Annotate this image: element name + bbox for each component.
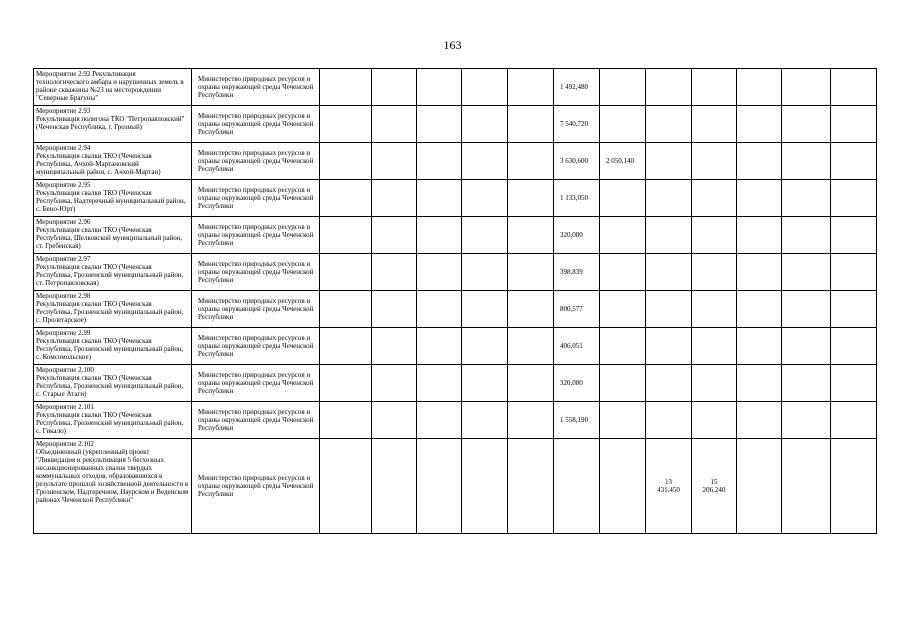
measure-name: Мероприятие 2.95 Рекультивация свалки ТКО (Чеченская Республика, Надтеречный муниципальный район, с. Бено-Юрт)	[34, 180, 192, 217]
empty-cell	[372, 217, 417, 254]
empty-cell	[320, 180, 372, 217]
value-cell	[600, 402, 646, 439]
empty-cell	[462, 402, 508, 439]
value-cell: 320,080	[554, 365, 600, 402]
empty-cell	[782, 254, 831, 291]
empty-cell	[782, 402, 831, 439]
empty-cell	[782, 143, 831, 180]
value-cell: 7 540,720	[554, 106, 600, 143]
value-cell	[600, 328, 646, 365]
empty-cell	[782, 328, 831, 365]
empty-cell	[462, 365, 508, 402]
empty-cell	[462, 291, 508, 328]
budget-table	[33, 68, 877, 534]
empty-cell	[646, 365, 692, 402]
table-row	[34, 217, 877, 254]
empty-cell	[646, 402, 692, 439]
empty-cell	[417, 291, 462, 328]
empty-cell	[782, 106, 831, 143]
measure-name: Мероприятие 2.101 Рекультивация свалки ТКО (Чеченская Республика, Грозненский муниципальный район, с. Гикало)	[34, 402, 192, 439]
measure-name: Мероприятие 2.94 Рекультивация свалки ТКО (Чеченская Республика, Ачхой-Мартановский муниципальный район, с. Ачхой-Мартан)	[34, 143, 192, 180]
measure-name: Мероприятие 2.92 Рекультивация технологического амбара и нарушенных земель в районе скважины №23 на месторождении "Северные Брагуны"	[34, 69, 192, 106]
empty-cell	[462, 180, 508, 217]
empty-cell	[417, 365, 462, 402]
empty-cell	[782, 217, 831, 254]
responsible-org: Министерство природных ресурсов и охраны окружающей среды Чеченской Республики	[192, 69, 320, 106]
empty-cell	[782, 180, 831, 217]
empty-cell	[372, 254, 417, 291]
empty-cell	[508, 106, 554, 143]
empty-cell	[646, 254, 692, 291]
table-row	[34, 439, 877, 534]
empty-cell	[692, 106, 737, 143]
value-cell: 320,080	[554, 217, 600, 254]
measure-name: Мероприятие 2.98 Рекультивация свалки ТКО (Чеченская Республика, Грозненский муниципальный район, с. Пролетарское)	[34, 291, 192, 328]
value-cell	[600, 291, 646, 328]
empty-cell	[692, 69, 737, 106]
empty-cell	[646, 69, 692, 106]
empty-cell	[646, 143, 692, 180]
empty-cell	[462, 254, 508, 291]
empty-cell	[737, 291, 782, 328]
table-row	[34, 328, 877, 365]
empty-cell	[372, 365, 417, 402]
empty-cell	[417, 402, 462, 439]
empty-cell	[462, 328, 508, 365]
empty-cell	[646, 291, 692, 328]
empty-cell	[831, 254, 877, 291]
empty-cell	[831, 328, 877, 365]
value-cell: 800,577	[554, 291, 600, 328]
empty-cell	[372, 106, 417, 143]
empty-cell	[462, 439, 508, 534]
empty-cell	[508, 217, 554, 254]
empty-cell	[508, 365, 554, 402]
empty-cell	[508, 143, 554, 180]
empty-cell	[320, 439, 372, 534]
table-row	[34, 106, 877, 143]
empty-cell	[646, 180, 692, 217]
empty-cell	[646, 328, 692, 365]
empty-cell	[692, 217, 737, 254]
empty-cell	[320, 254, 372, 291]
responsible-org: Министерство природных ресурсов и охраны окружающей среды Чеченской Республики	[192, 291, 320, 328]
table-row	[34, 254, 877, 291]
empty-cell	[417, 217, 462, 254]
empty-cell	[692, 291, 737, 328]
table-row	[34, 69, 877, 106]
empty-cell	[372, 143, 417, 180]
empty-cell	[417, 180, 462, 217]
value-cell	[600, 106, 646, 143]
empty-cell	[831, 180, 877, 217]
table-row	[34, 291, 877, 328]
empty-cell	[831, 291, 877, 328]
value-cell	[600, 217, 646, 254]
empty-cell	[737, 402, 782, 439]
table-row	[34, 402, 877, 439]
empty-cell	[782, 69, 831, 106]
empty-cell	[320, 143, 372, 180]
value-cell	[600, 69, 646, 106]
responsible-org: Министерство природных ресурсов и охраны окружающей среды Чеченской Республики	[192, 217, 320, 254]
empty-cell	[692, 365, 737, 402]
empty-cell	[782, 291, 831, 328]
value-cell: 1 133,050	[554, 180, 600, 217]
empty-cell	[320, 402, 372, 439]
empty-cell	[320, 291, 372, 328]
empty-cell	[508, 69, 554, 106]
empty-cell	[372, 180, 417, 217]
empty-cell	[737, 180, 782, 217]
responsible-org: Министерство природных ресурсов и охраны окружающей среды Чеченской Республики	[192, 328, 320, 365]
empty-cell	[831, 69, 877, 106]
measure-name: Мероприятие 2.97 Рекультивация свалки ТКО (Чеченская Республика, Грозненский муниципальный район, ст. Петропавловская)	[34, 254, 192, 291]
measure-name: Мероприятие 2.99 Рекультивация свалки ТКО (Чеченская Республика, Грозненский муниципальный район, с. Комсомольское)	[34, 328, 192, 365]
table-row	[34, 143, 877, 180]
empty-cell	[320, 217, 372, 254]
empty-cell	[372, 439, 417, 534]
value-cell: 15 206,240	[692, 439, 737, 534]
empty-cell	[600, 439, 646, 534]
empty-cell	[508, 402, 554, 439]
empty-cell	[320, 69, 372, 106]
measure-name: Мероприятие 2.100 Рекультивация свалки ТКО (Чеченская Республика, Грозненский муниципальный район, с. Старые Атаги)	[34, 365, 192, 402]
measure-name: Мероприятие 2.93 Рекультивация полигона ТКО "Петропавловский" (Чеченская Республика, г. Грозный)	[34, 106, 192, 143]
measure-name: Мероприятие 2.96 Рекультивация свалки ТКО (Чеченская Республика, Шелковской муниципальный район, ст. Гребенская)	[34, 217, 192, 254]
empty-cell	[737, 69, 782, 106]
empty-cell	[737, 217, 782, 254]
measure-name: Мероприятие 2.102 Объединенный (укрепленный) проект "Ликвидация и рекультивация 5 бесхозных несанкционированных свалок твердых коммунальных отходов, образовавшихся в результате прошлой хозяйственной деятельности в Грозненском, Надтеречном, Наурском и Веденском районах Чеченской Республики"	[34, 439, 192, 534]
empty-cell	[320, 106, 372, 143]
empty-cell	[831, 143, 877, 180]
value-cell: 2 050,140	[600, 143, 646, 180]
empty-cell	[417, 328, 462, 365]
empty-cell	[692, 180, 737, 217]
empty-cell	[737, 328, 782, 365]
table-row	[34, 180, 877, 217]
empty-cell	[831, 365, 877, 402]
empty-cell	[508, 439, 554, 534]
empty-cell	[554, 439, 600, 534]
empty-cell	[831, 402, 877, 439]
empty-cell	[372, 402, 417, 439]
empty-cell	[508, 180, 554, 217]
empty-cell	[737, 254, 782, 291]
empty-cell	[831, 439, 877, 534]
responsible-org: Министерство природных ресурсов и охраны окружающей среды Чеченской Республики	[192, 143, 320, 180]
value-cell: 3 630,600	[554, 143, 600, 180]
empty-cell	[508, 328, 554, 365]
value-cell: 1 558,190	[554, 402, 600, 439]
empty-cell	[417, 439, 462, 534]
empty-cell	[462, 106, 508, 143]
empty-cell	[417, 106, 462, 143]
empty-cell	[692, 254, 737, 291]
empty-cell	[692, 402, 737, 439]
empty-cell	[320, 365, 372, 402]
empty-cell	[737, 365, 782, 402]
empty-cell	[692, 143, 737, 180]
empty-cell	[417, 143, 462, 180]
responsible-org: Министерство природных ресурсов и охраны окружающей среды Чеченской Республики	[192, 180, 320, 217]
empty-cell	[737, 439, 782, 534]
value-cell: 398,839	[554, 254, 600, 291]
responsible-org: Министерство природных ресурсов и охраны окружающей среды Чеченской Республики	[192, 365, 320, 402]
value-cell	[600, 180, 646, 217]
empty-cell	[372, 291, 417, 328]
responsible-org: Министерство природных ресурсов и охраны окружающей среды Чеченской Республики	[192, 439, 320, 534]
empty-cell	[508, 254, 554, 291]
responsible-org: Министерство природных ресурсов и охраны окружающей среды Чеченской Республики	[192, 106, 320, 143]
empty-cell	[462, 217, 508, 254]
empty-cell	[646, 217, 692, 254]
empty-cell	[320, 328, 372, 365]
responsible-org: Министерство природных ресурсов и охраны окружающей среды Чеченской Республики	[192, 402, 320, 439]
responsible-org: Министерство природных ресурсов и охраны окружающей среды Чеченской Республики	[192, 254, 320, 291]
table-row	[34, 365, 877, 402]
empty-cell	[462, 143, 508, 180]
value-cell: 13 431,450	[646, 439, 692, 534]
empty-cell	[831, 217, 877, 254]
empty-cell	[372, 328, 417, 365]
empty-cell	[508, 291, 554, 328]
empty-cell	[417, 254, 462, 291]
value-cell: 1 492,480	[554, 69, 600, 106]
empty-cell	[831, 106, 877, 143]
empty-cell	[417, 69, 462, 106]
empty-cell	[646, 106, 692, 143]
value-cell	[600, 254, 646, 291]
empty-cell	[692, 328, 737, 365]
page-number: 163	[443, 38, 462, 52]
empty-cell	[462, 69, 508, 106]
empty-cell	[782, 439, 831, 534]
empty-cell	[737, 143, 782, 180]
value-cell	[600, 365, 646, 402]
value-cell: 406,051	[554, 328, 600, 365]
empty-cell	[782, 365, 831, 402]
empty-cell	[737, 106, 782, 143]
empty-cell	[372, 69, 417, 106]
